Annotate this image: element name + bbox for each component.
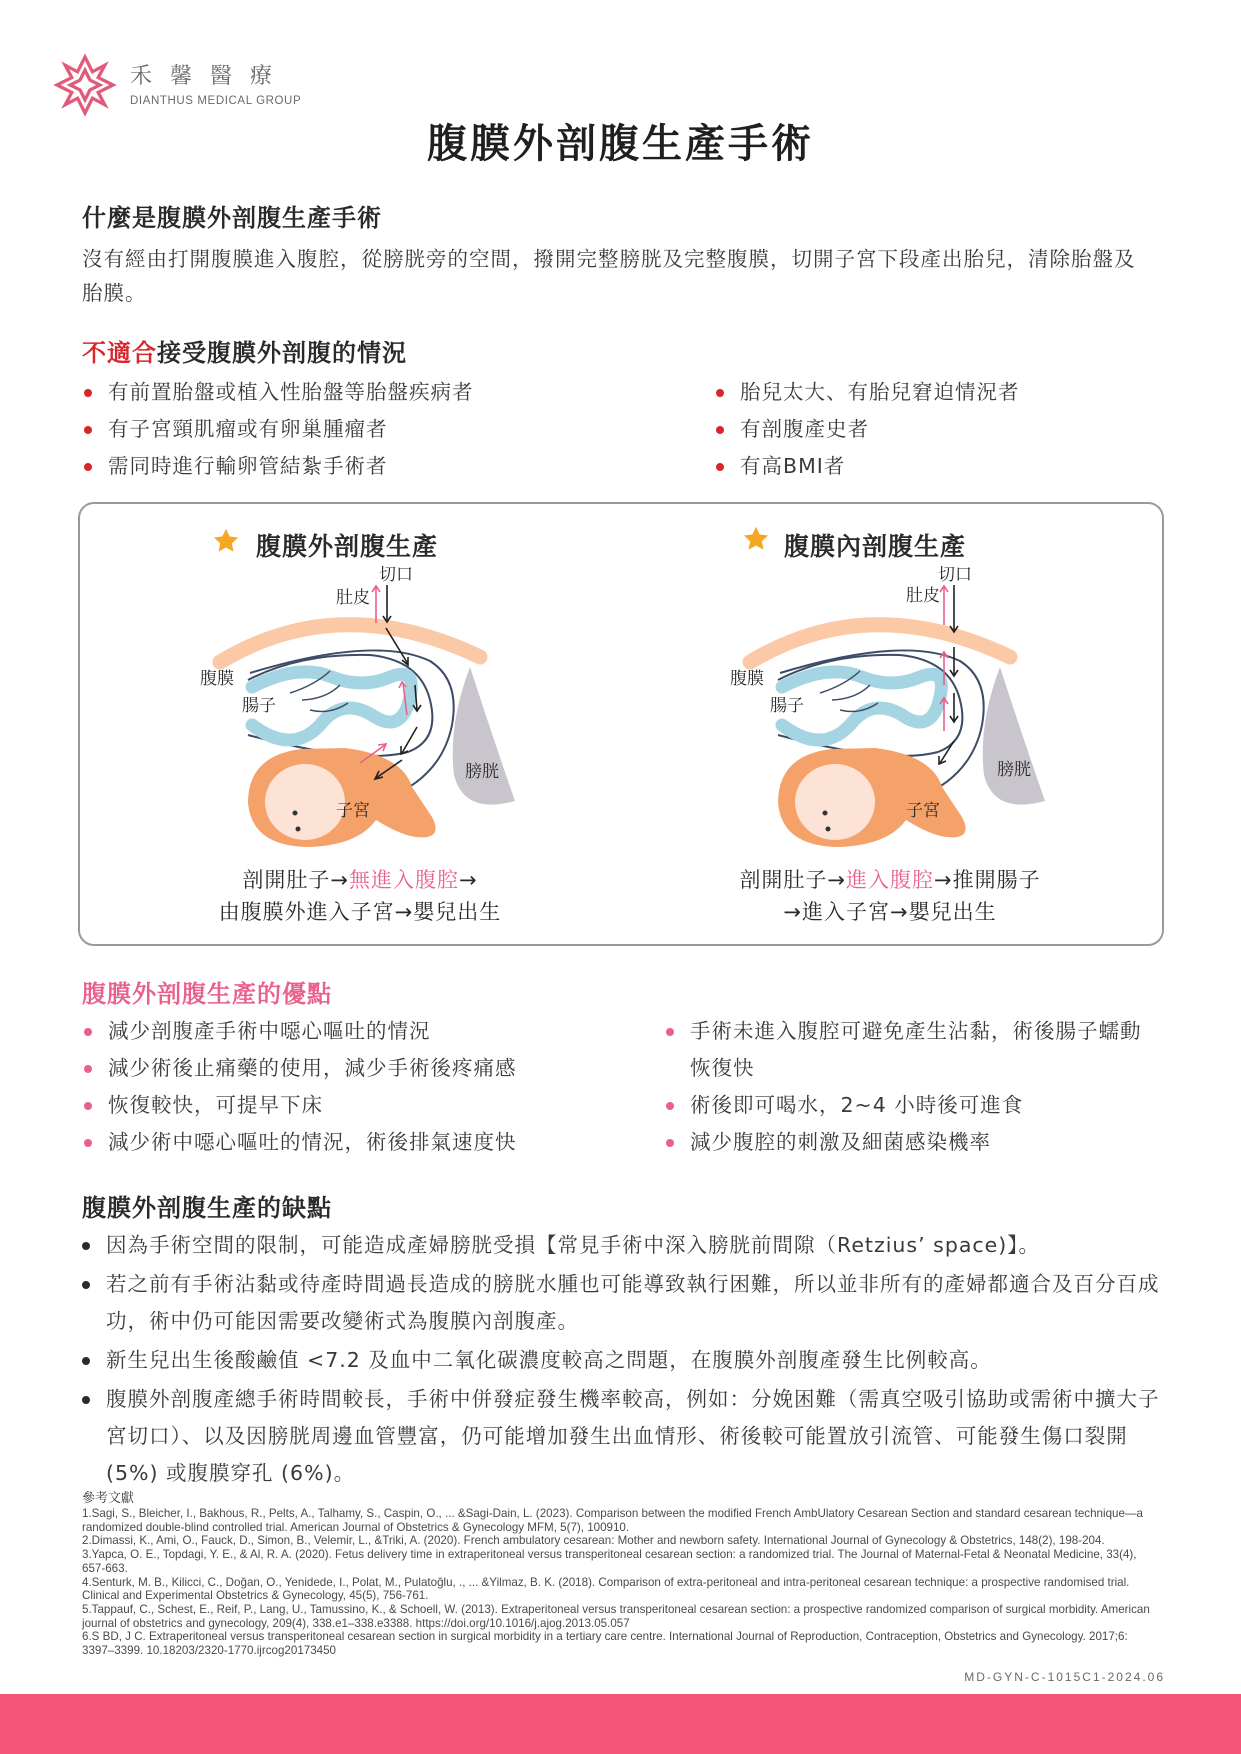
caption-text: 剖開肚子→ [242, 868, 349, 892]
disadvantages-list [80, 1227, 1165, 1492]
unsuitable-list-right [714, 374, 1020, 485]
label-uterus: 子宮 [336, 801, 370, 821]
list-item: 需同時進行輸卵管結紮手術者 [82, 448, 474, 485]
caption-text: → [459, 868, 478, 892]
caption-highlight: 進入腹腔 [846, 868, 934, 892]
logo-chinese-name: 禾馨醫療 [130, 64, 291, 89]
list-item: 減少術中噁心嘔吐的情況，術後排氣速度快 [82, 1124, 642, 1161]
page-title: 腹膜外剖腹生產手術 [427, 121, 814, 167]
reference-item: 2.Dimassi, K., Ami, O., Fauck, D., Simon, B., Velemir, L., &Triki, A. (2020). French ambulatory cesarean: Mother and newborn safety. International Journal of Gynecology & Obstetrics, 148(2), 198-204. [82, 1534, 1105, 1548]
intraperitoneal-title: 腹膜內剖腹生產 [784, 532, 967, 561]
label-bladder: 膀胱 [997, 760, 1031, 780]
logo-english-name: DIANTHUS MEDICAL GROUP [130, 95, 302, 107]
caption-highlight: 無進入腹腔 [349, 868, 459, 892]
unsuitable-heading-rest: 接受腹膜外剖腹的情況 [157, 339, 407, 367]
extraperitoneal-diagram [180, 565, 520, 860]
label-intestine: 腸子 [242, 696, 276, 716]
document-id: MD-GYN-C-1015C1-2024.06 [964, 1670, 1165, 1684]
list-item: 腹膜外剖腹產總手術時間較長，手術中併發症發生機率較高，例如：分娩困難（需真空吸引協助或需術中擴大子宮切口）、以及因膀胱周邊血管豐富，仍可能增加發生出血情形、術後較可能置放引流管、可能發生傷口裂開 (5%) 或腹膜穿孔 (6%)。 [80, 1381, 1165, 1492]
list-item: 減少剖腹產手術中噁心嘔吐的情況 [82, 1013, 642, 1050]
label-incision: 切口 [938, 565, 972, 585]
list-item: 胎兒太大、有胎兒窘迫情況者 [714, 374, 1020, 411]
label-skin: 肚皮 [336, 588, 370, 608]
reference-item: 3.Yapca, O. E., Topdagi, Y. E., & Al, R. A. (2020). Fetus delivery time in extraperitoneal versus transperitoneal cesarean section: a randomized trial. The Journal of Maternal-Fetal & Neonatal Medicine, 33(4), 657-663. [82, 1548, 1137, 1575]
bladder-shape [983, 667, 1045, 805]
reference-item: 6.S BD, J C. Extraperitoneal versus transperitoneal cesarean section in surgical morbidity in a tertiary care centre. International Journal of Reproduction, Contraception, Obstetrics and Gynecology. 2017;6: 3397–3399. 10.18203/2320-1770.ijrcog20173450 [82, 1630, 1128, 1658]
label-skin: 肚皮 [906, 586, 940, 606]
caption-line-2: 由腹膜外進入子宮→嬰兒出生 [218, 900, 502, 924]
caption-line-2: →進入子宮→嬰兒出生 [783, 900, 997, 924]
list-item: 有高BMI者 [714, 448, 1020, 485]
brand-logo [52, 52, 301, 118]
dianthus-flower-icon [52, 52, 118, 118]
bladder-shape [453, 667, 515, 805]
star-icon [212, 527, 240, 555]
label-uterus: 子宮 [906, 801, 940, 821]
list-item: 新生兒出生後酸鹼值 <7.2 及血中二氧化碳濃度較高之問題，在腹膜外剖腹產發生比例較高。 [80, 1342, 1165, 1379]
intraperitoneal-caption [680, 864, 1100, 928]
references-title: 參考文獻 [82, 1491, 135, 1506]
reference-item: 4.Senturk, M. B., Kilicci, C., Doğan, O., Yenidede, I., Polat, M., Pulatoğlu, ., ... &Yilmaz, B. K. (2018). Comparison of extra-peritoneal and intra-peritoneal cesarean technique: a prospective randomised trial. Clinical and Experimental Obstetrics & Gynecology, 45(5), 756-761. [82, 1575, 1130, 1603]
list-item: 減少腹腔的刺激及細菌感染機率 [664, 1124, 1164, 1161]
list-item: 減少術後止痛藥的使用，減少手術後疼痛感 [82, 1050, 642, 1087]
what-description: 沒有經由打開腹膜進入腹腔，從膀胱旁的空間，撥開完整膀胱及完整腹膜，切開子宮下段產出胎兒，清除胎盤及胎膜。 [82, 247, 1136, 305]
skin-layer [750, 625, 1010, 662]
references-list [82, 1507, 1162, 1658]
reference-item: 1.Sagi, S., Bleicher, I., Bakhous, R., Pelts, A., Talhamy, S., Caspin, O., ... &Sagi-Dain, L. (2023). Comparison between the modified French AmbUlatory Cesarean Section and standard cesarean technique—a randomized double-blind controlled trial. American Journal of Obstetrics & Gynecology MFM, 5(7), 100910. [82, 1507, 1143, 1534]
footer-bar [0, 1694, 1241, 1754]
list-item: 手術未進入腹腔可避免產生沾黏，術後腸子蠕動恢復快 [664, 1013, 1164, 1087]
fetus-shape [265, 764, 345, 840]
list-item: 有子宮頸肌瘤或有卵巢腫瘤者 [82, 411, 474, 448]
fetus-shape [795, 764, 875, 840]
intestine-shape [782, 672, 941, 740]
what-heading: 什麼是腹膜外剖腹生產手術 [82, 204, 382, 232]
disadvantages-heading: 腹膜外剖腹生產的缺點 [82, 1194, 332, 1222]
list-item: 恢復較快，可提早下床 [82, 1087, 642, 1124]
unsuitable-list-left [82, 374, 474, 485]
unsuitable-heading-red: 不適合 [82, 339, 157, 367]
label-incision: 切口 [379, 565, 413, 585]
list-item: 有剖腹產史者 [714, 411, 1020, 448]
list-item: 術後即可喝水，2~4 小時後可進食 [664, 1087, 1164, 1124]
unsuitable-heading [82, 333, 407, 368]
label-peritoneum: 腹膜 [200, 669, 234, 689]
advantages-list-left [82, 1013, 642, 1161]
caption-text: →推開腸子 [934, 868, 1041, 892]
label-intestine: 腸子 [770, 696, 804, 716]
extraperitoneal-title: 腹膜外剖腹生產 [256, 532, 439, 561]
list-item: 若之前有手術沾黏或待產時間過長造成的膀胱水腫也可能導致執行困難，所以並非所有的產婦都適合及百分百成功，術中仍可能因需要改變術式為腹膜內剖腹產。 [80, 1266, 1165, 1340]
list-item: 因為手術空間的限制，可能造成產婦膀胱受損【常見手術中深入膀胱前間隙（Retzius’ space)】。 [80, 1227, 1165, 1264]
list-item: 有前置胎盤或植入性胎盤等胎盤疾病者 [82, 374, 474, 411]
skin-layer [220, 625, 480, 662]
label-peritoneum: 腹膜 [730, 669, 764, 689]
advantages-list-right [664, 1013, 1164, 1161]
extraperitoneal-caption [150, 864, 570, 928]
label-bladder: 膀胱 [465, 762, 499, 782]
caption-text: 剖開肚子→ [739, 868, 846, 892]
intraperitoneal-diagram [710, 565, 1050, 860]
advantages-heading: 腹膜外剖腹生產的優點 [82, 980, 332, 1008]
star-icon [742, 525, 770, 553]
reference-item: 5.Tappauf, C., Schest, E., Reif, P., Lang, U., Tamussino, K., & Schoell, W. (2013). Extraperitoneal versus transperitoneal cesarean section: a prospective randomized comparison of surgical morbidity. American journal of obstetrics and gynecology, 209(4), 338.e1–338.e3388. https://doi.org/10.1016/j.ajog.2013.05.057 [82, 1602, 1150, 1630]
